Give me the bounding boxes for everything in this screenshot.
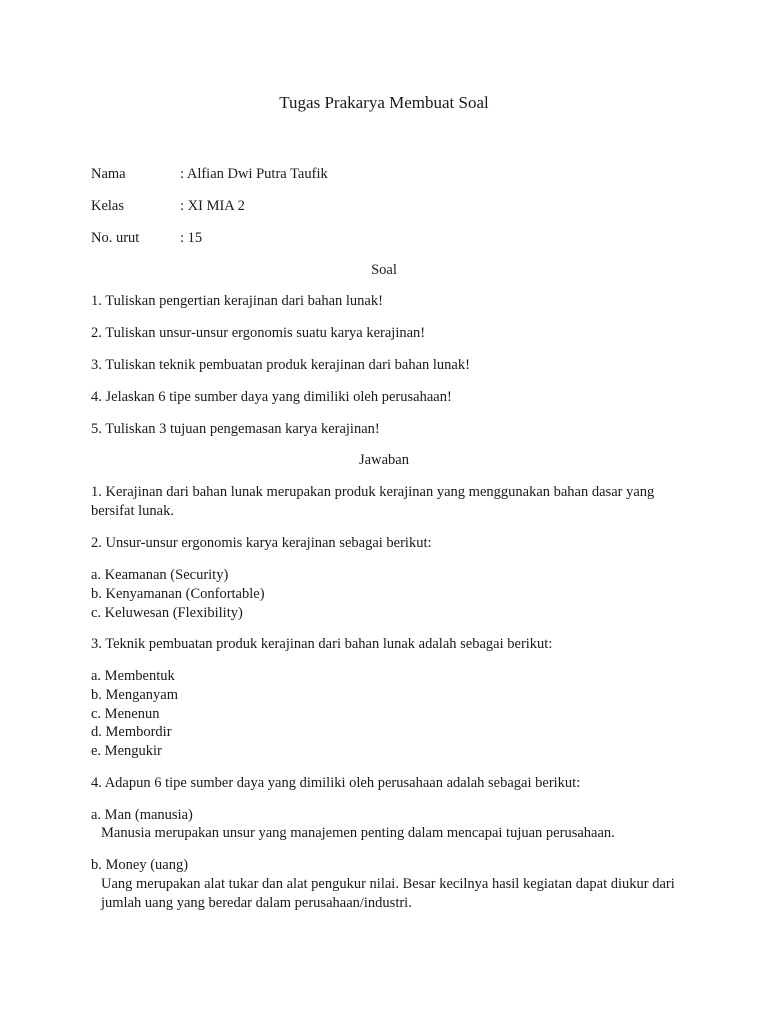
class-label: Kelas bbox=[91, 198, 125, 214]
list-item: d. Membordir bbox=[91, 724, 172, 741]
list-item: c. Keluwesan (Flexibility) bbox=[91, 604, 243, 621]
resource-label: b. Money (uang) bbox=[91, 857, 189, 873]
answer-3-list bbox=[91, 667, 691, 761]
number-label: No. urut bbox=[91, 230, 140, 246]
list-item: c. Menenun bbox=[91, 705, 160, 722]
resource-description: Uang merupakan alat tukar dan alat pengukur nilai. Besar kecilnya hasil kegiatan dapat diukur dari jumlah uang yang beredar dalam perusahaan/industri. bbox=[101, 876, 675, 911]
resource-label: a. Man (manusia) bbox=[91, 807, 193, 823]
identity-class-row bbox=[91, 197, 691, 216]
name-label: Nama bbox=[91, 166, 126, 182]
question-item: 1. Tuliskan pengertian kerajinan dari bahan lunak! bbox=[91, 293, 383, 309]
list-item: e. Mengukir bbox=[91, 743, 162, 760]
class-value: : XI MIA 2 bbox=[180, 198, 245, 214]
list-item: a. Membentuk bbox=[91, 668, 175, 684]
questions-heading: Soal bbox=[371, 262, 397, 278]
list-item: b. Kenyamanan (Confortable) bbox=[91, 585, 265, 602]
name-value: : Alfian Dwi Putra Taufik bbox=[180, 166, 328, 182]
question-item: 4. Jelaskan 6 tipe sumber daya yang dimiliki oleh perusahaan! bbox=[91, 389, 452, 405]
question-item: 5. Tuliskan 3 tujuan pengemasan karya kerajinan! bbox=[91, 421, 380, 437]
answer-1: 1. Kerajinan dari bahan lunak merupakan produk kerajinan yang menggunakan bahan dasar yang bersifat lunak. bbox=[91, 484, 655, 519]
question-item: 2. Tuliskan unsur-unsur ergonomis suatu karya kerajinan! bbox=[91, 325, 426, 341]
answer-2-intro: 2. Unsur-unsur ergonomis karya kerajinan sebagai berikut: bbox=[91, 535, 432, 551]
list-item: b. Menganyam bbox=[91, 686, 178, 703]
answer-2-list bbox=[91, 566, 691, 622]
identity-number-row bbox=[91, 229, 691, 248]
answer-4-intro: 4. Adapun 6 tipe sumber daya yang dimiliki oleh perusahaan adalah sebagai berikut: bbox=[91, 775, 581, 791]
resource-description: Manusia merupakan unsur yang manajemen penting dalam mencapai tujuan perusahaan. bbox=[101, 825, 615, 841]
list-item: a. Keamanan (Security) bbox=[91, 567, 229, 583]
question-item: 3. Tuliskan teknik pembuatan produk kerajinan dari bahan lunak! bbox=[91, 357, 470, 373]
answers-heading: Jawaban bbox=[359, 452, 409, 468]
number-value: : 15 bbox=[180, 230, 203, 246]
answer-3-intro: 3. Teknik pembuatan produk kerajinan dari bahan lunak adalah sebagai berikut: bbox=[91, 636, 553, 652]
document-title: Tugas Prakarya Membuat Soal bbox=[279, 93, 489, 112]
identity-name-row bbox=[91, 165, 691, 184]
